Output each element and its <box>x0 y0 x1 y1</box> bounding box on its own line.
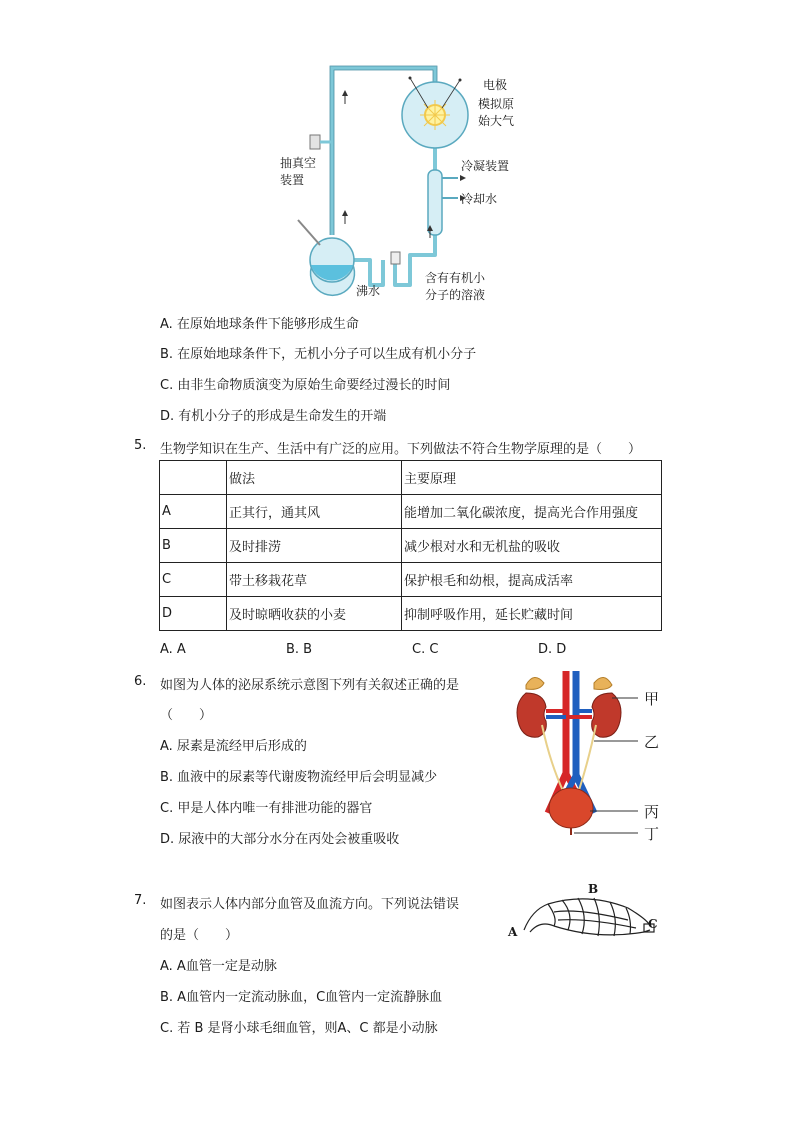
table-header-row <box>160 461 662 495</box>
q5-answer-a[interactable]: A. A <box>160 642 186 657</box>
q7-option-a[interactable]: A. A血管一定是动脉 <box>160 959 277 974</box>
q5-answer-c[interactable]: C. C <box>412 642 439 657</box>
table-cell: B <box>160 529 227 563</box>
table-row <box>160 495 662 529</box>
label-jia: 甲 <box>644 690 660 708</box>
vessel-label-c: C <box>648 917 658 931</box>
table-cell: 带土移栽花草 <box>227 563 402 597</box>
q5-answer-b[interactable]: B. B <box>286 642 313 657</box>
q7-stem-line2: 的是（ ） <box>160 928 239 943</box>
label-bing: 丙 <box>644 803 660 821</box>
label-ding: 丁 <box>644 825 660 843</box>
table-row <box>160 597 662 631</box>
table-row <box>160 563 662 597</box>
label-yi: 乙 <box>644 733 660 751</box>
table-cell: 及时晾晒收获的小麦 <box>227 597 402 631</box>
boiling-water-label: 沸水 <box>356 284 381 298</box>
table-cell: 及时排涝 <box>227 529 402 563</box>
vacuum-label: 抽真空装置 <box>280 156 317 187</box>
electrode-label: 电极 <box>483 78 508 92</box>
q6-option-c[interactable]: C. 甲是人体内唯一有排泄功能的器官 <box>160 801 373 816</box>
q6-option-d[interactable]: D. 尿液中的大部分水分在丙处会被重吸收 <box>160 832 400 847</box>
table-row <box>160 529 662 563</box>
q6-option-b[interactable]: B. 血液中的尿素等代谢废物流经甲后会明显减少 <box>160 770 438 785</box>
capillary-network-figure <box>518 890 658 940</box>
table-cell: 减少根对水和无机盐的吸收 <box>402 529 662 563</box>
table-cell: 能增加二氧化碳浓度，提高光合作用强度 <box>402 495 662 529</box>
q7-option-b[interactable]: B. A血管内一定流动脉血，C血管内一定流静脉血 <box>160 990 443 1005</box>
q5-answer-d[interactable]: D. D <box>538 642 567 657</box>
condenser-label: 冷凝装置 <box>461 159 510 173</box>
q5-number: 5. <box>134 438 147 453</box>
table-cell: A <box>160 495 227 529</box>
q6-number: 6. <box>134 674 147 689</box>
q4-option-b[interactable]: B. 在原始地球条件下，无机小分子可以生成有机小分子 <box>160 347 477 362</box>
table-header-cell: 主要原理 <box>402 461 662 495</box>
q6-stem-line1: 如图为人体的泌尿系统示意图下列有关叙述正确的是 <box>160 678 460 693</box>
right-kidney <box>592 693 621 737</box>
q6-option-a[interactable]: A. 尿素是流经甲后形成的 <box>160 739 307 754</box>
table-cell: 保护根毛和幼根，提高成活率 <box>402 563 662 597</box>
q4-option-c[interactable]: C. 由非生命物质演变为原始生命要经过漫长的时间 <box>160 378 451 393</box>
table-cell: 抑制呼吸作用，延长贮藏时间 <box>402 597 662 631</box>
vessel-label-b: B <box>588 882 599 896</box>
q7-number: 7. <box>134 893 147 908</box>
table-cell: 正其行，通其风 <box>227 495 402 529</box>
q7-stem-line1: 如图表示人体内部分血管及血流方向。下列说法错误 <box>160 897 460 912</box>
bladder <box>549 788 593 828</box>
q6-stem-line2: （ ） <box>160 708 213 723</box>
solution-label: 含有有机小分子的溶液 <box>425 271 486 302</box>
q7-option-c[interactable]: C. 若 B 是肾小球毛细血管，则A、C 都是小动脉 <box>160 1021 438 1036</box>
cooling-water-label: 冷却水 <box>461 192 498 206</box>
q5-table <box>159 460 662 631</box>
left-kidney <box>517 693 546 737</box>
atmosphere-label: 模拟原始大气 <box>478 97 515 128</box>
table-cell: C <box>160 563 227 597</box>
vessel-label-a: A <box>508 925 518 939</box>
table-header-cell: 做法 <box>227 461 402 495</box>
q4-option-d[interactable]: D. 有机小分子的形成是生命发生的开端 <box>160 409 387 424</box>
urinary-system-figure <box>508 663 638 843</box>
table-header-cell <box>160 461 227 495</box>
q5-stem: 生物学知识在生产、生活中有广泛的应用。下列做法不符合生物学原理的是（ ） <box>160 442 642 457</box>
q4-option-a[interactable]: A. 在原始地球条件下能够形成生命 <box>160 317 359 332</box>
table-cell: D <box>160 597 227 631</box>
